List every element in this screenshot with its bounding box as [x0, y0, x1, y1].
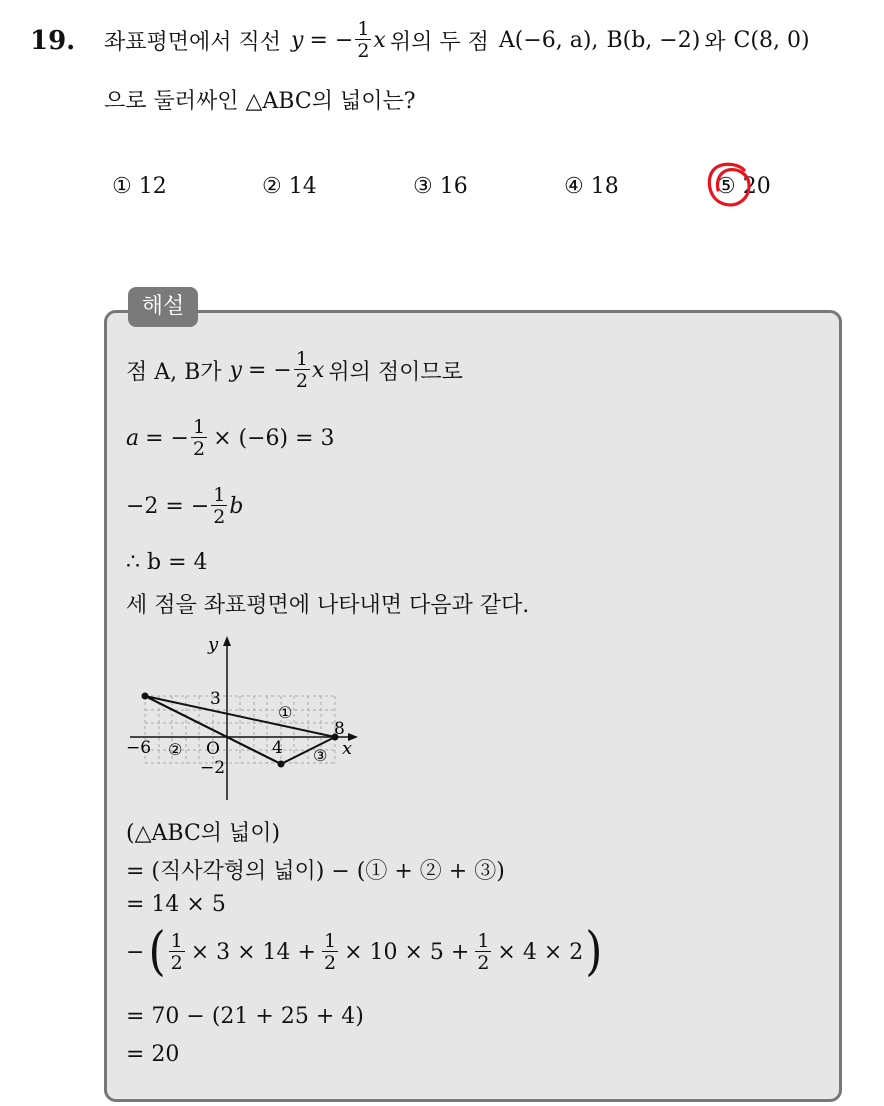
tick-3: 3 [210, 689, 221, 709]
point-b-dot [278, 761, 285, 768]
sol-l1-suffix: 위의 점이므로 [328, 360, 463, 385]
solution-line-5: 세 점을 좌표평면에 나타내면 다음과 같다. [126, 593, 530, 618]
choice-2[interactable]: ② 14 [262, 174, 317, 199]
sol-l2-eq: = − [145, 426, 189, 451]
sol-l2-den: 2 [193, 438, 206, 460]
point-a-dot [142, 693, 149, 700]
sol-l9-den-2: 2 [323, 951, 337, 974]
fraction [355, 20, 371, 61]
sol-l9-term-2: × 10 × 5 + [344, 939, 470, 965]
sol-l2-fraction [191, 418, 207, 459]
solution-line-2 [126, 418, 335, 459]
sol-l1-fraction [294, 350, 310, 391]
x-axis-label: x [342, 738, 353, 759]
question-text-mid: 위의 두 점 [389, 30, 489, 55]
eq-x: x [373, 28, 386, 53]
sol-l2-a: a [126, 426, 140, 451]
choice-4[interactable]: ④ 18 [564, 174, 619, 199]
sol-l9-open-paren: ( [148, 920, 166, 982]
sol-l9-close-paren: ) [585, 920, 603, 982]
sol-l9-minus: − [126, 939, 145, 965]
tick-neg6: −6 [126, 738, 152, 758]
tick-neg2: −2 [200, 758, 226, 778]
sol-l1-prefix: 점 A, B가 [126, 360, 222, 385]
sol-l1-num: 1 [295, 348, 308, 370]
choice-3[interactable]: ③ 16 [413, 174, 468, 199]
sol-l3-num: 1 [213, 484, 226, 506]
sol-l2-rest: × (−6) = 3 [213, 426, 335, 451]
origin-label: O [206, 739, 220, 759]
point-c: C(8, 0) [733, 28, 810, 53]
sol-l3-b: b [229, 494, 244, 519]
solution-line-1 [126, 350, 463, 391]
question-text-wa: 와 [704, 30, 726, 55]
solution-line-4: ∴ b = 4 [126, 550, 208, 575]
sol-l2-num: 1 [193, 416, 206, 438]
sol-l9-num-2: 1 [323, 929, 337, 952]
y-axis-arrow [223, 636, 231, 646]
choice-1[interactable]: ① 12 [112, 174, 167, 199]
tick-8: 8 [334, 719, 345, 739]
eq-y: y [291, 28, 304, 53]
point-a: A(−6, a), [498, 28, 599, 53]
region-1-label: ① [278, 703, 293, 722]
question-number: 19. [30, 26, 76, 56]
solution-line-8: = 14 × 5 [126, 892, 226, 917]
sol-l9-num-1: 1 [170, 929, 183, 952]
sol-l1-x: x [311, 358, 325, 383]
question-line-2: 으로 둘러싸인 △ABC의 넓이는? [104, 89, 416, 114]
tick-4: 4 [272, 738, 283, 758]
sol-l9-frac-2 [322, 929, 338, 974]
coordinate-graph [120, 630, 370, 805]
sol-l3-fraction [211, 486, 227, 527]
sol-l9-term-3: × 4 × 2 [497, 939, 584, 965]
sol-l9-den-3: 2 [477, 951, 490, 974]
solution-line-9 [126, 920, 603, 982]
sol-l9-frac-3 [475, 929, 491, 974]
question-text-prefix: 좌표평면에서 직선 [104, 30, 282, 55]
y-axis-label: y [208, 634, 219, 655]
fraction-denominator: 2 [357, 40, 370, 62]
answer-circle-mark [700, 160, 760, 216]
sol-l9-term-1: × 3 × 14 + [190, 939, 316, 965]
question-line-1 [104, 20, 810, 61]
sol-l3-den: 2 [213, 506, 226, 528]
solution-tab: 해설 [128, 287, 198, 327]
sol-l1-eq: = − [247, 358, 292, 383]
eq-sign: = − [309, 28, 354, 53]
region-2-label: ② [168, 740, 183, 759]
solution-line-10: = 70 − (21 + 25 + 4) [126, 1004, 364, 1029]
solution-line-3 [126, 486, 243, 527]
solution-line-11: = 20 [126, 1042, 180, 1067]
region-3-label: ③ [313, 746, 328, 765]
fraction-numerator: 1 [357, 18, 370, 40]
sol-l1-y: y [229, 358, 242, 383]
sol-l3-lhs: −2 = − [126, 494, 210, 519]
solution-line-6: (△ABC의 넓이) [126, 821, 281, 846]
sol-l9-frac-1 [169, 929, 185, 974]
choice-5[interactable]: ⑤ 20 [716, 174, 771, 199]
sol-l9-den-1: 2 [170, 951, 183, 974]
point-b: B(b, −2) [606, 28, 701, 53]
solution-line-7: = (직사각형의 넓이) − (① + ② + ③) [126, 859, 505, 884]
sol-l9-num-3: 1 [477, 929, 490, 952]
sol-l1-den: 2 [295, 370, 308, 392]
